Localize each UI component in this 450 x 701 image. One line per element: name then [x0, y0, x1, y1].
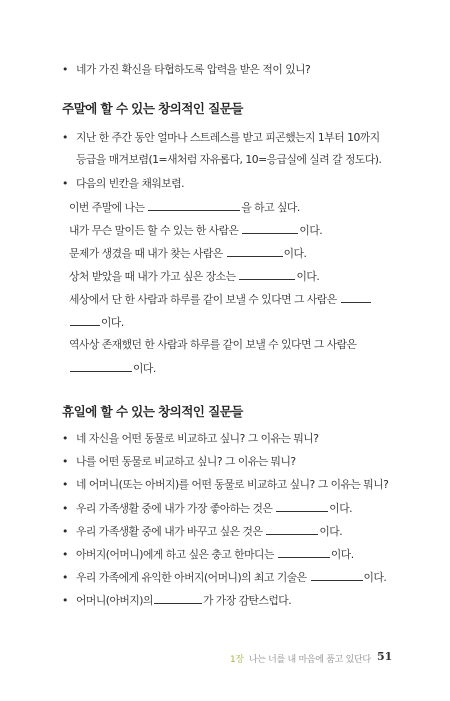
fill-in-line-continued: 이다.	[69, 361, 156, 376]
list-item: • 나를 어떤 동물로 비교하고 싶니? 그 이유는 뭐니?	[62, 455, 296, 468]
list-item: • 우리 가족에게 유익한 아버지(어머니)의 최고 기술은 이다.	[62, 571, 387, 584]
question-text: 네 어머니(또는 아버지)를 어떤 동물로 비교하고 싶니? 그 이유는 뭐니?	[76, 478, 389, 491]
running-footer	[230, 652, 371, 665]
book-title: 나는 너를 내 마음에 품고 있단다	[248, 655, 371, 665]
list-item: • 네 자신을 어떤 동물로 비교하고 싶니? 그 이유는 뭐니?	[62, 432, 319, 445]
answer-blank[interactable]	[239, 269, 295, 280]
answer-blank[interactable]	[276, 501, 328, 512]
answer-blank[interactable]	[278, 547, 330, 558]
fill-in-line: 상처 받았을 때 내가 가고 싶은 장소는 이다.	[69, 270, 320, 283]
answer-blank[interactable]	[148, 200, 240, 211]
question-text: 나를 어떤 동물로 비교하고 싶니? 그 이유는 뭐니?	[76, 455, 296, 468]
question-text: 네가 가진 확신을 타협하도록 압력을 받은 적이 있니?	[76, 63, 311, 76]
question-text: 다음의 빈칸을 채워보렴.	[76, 177, 185, 190]
fill-in-line-continued: 이다.	[69, 315, 124, 330]
answer-blank[interactable]	[70, 361, 132, 372]
answer-blank[interactable]	[154, 593, 202, 604]
fill-in-line: 세상에서 단 한 사람과 하루를 같이 보낼 수 있다면 그 사람은	[69, 292, 372, 307]
answer-blank[interactable]	[341, 292, 371, 303]
section-heading-weekend: 주말에 할 수 있는 창의적인 질문들	[62, 101, 243, 116]
list-item: • 우리 가족생활 중에 내가 바꾸고 싶은 것은 이다.	[62, 525, 343, 538]
answer-blank[interactable]	[266, 524, 318, 535]
list-item: • 다음의 빈칸을 채워보렴.	[62, 177, 185, 190]
fill-in-line: 이번 주말에 나는 을 하고 싶다.	[69, 201, 300, 214]
question-text: 지난 한 주간 동안 얼마나 스트레스를 받고 피곤했는지 1부터 10까지	[76, 131, 380, 144]
answer-blank-continued[interactable]	[70, 315, 100, 326]
list-item: • 지난 한 주간 동안 얼마나 스트레스를 받고 피곤했는지 1부터 10까지	[62, 131, 380, 144]
fill-in-line: 내가 무슨 말이든 할 수 있는 한 사람은 이다.	[69, 224, 323, 237]
answer-blank[interactable]	[242, 223, 298, 234]
question-text: 네 자신을 어떤 동물로 비교하고 싶니? 그 이유는 뭐니?	[76, 432, 319, 445]
list-item: • 어머니(아버지)의 가 가장 감탄스럽다.	[62, 594, 292, 607]
fill-in-line: 역사상 존재했던 한 사람과 하루를 같이 보낼 수 있다면 그 사람은	[69, 338, 357, 351]
list-item: • 아버지(어머니)에게 하고 싶은 충고 한마디는 이다.	[62, 548, 354, 561]
answer-blank[interactable]	[311, 570, 363, 581]
chapter-label: 1장	[230, 655, 244, 665]
list-item: • 우리 가족생활 중에 내가 가장 좋아하는 것은 이다.	[62, 502, 353, 515]
answer-blank[interactable]	[227, 246, 283, 257]
page-number: 51	[377, 650, 393, 663]
section-heading-holiday: 휴일에 할 수 있는 창의적인 질문들	[62, 404, 243, 419]
list-item-continued: 등급을 매겨보렴(1=새처럼 자유롭다, 10=응급실에 실려 갈 정도다).	[76, 153, 382, 166]
list-item: • 네 어머니(또는 아버지)를 어떤 동물로 비교하고 싶니? 그 이유는 뭐니?	[62, 478, 389, 491]
fill-in-line: 문제가 생겼을 때 내가 찾는 사람은 이다.	[69, 247, 307, 260]
list-item: • 네가 가진 확신을 타협하도록 압력을 받은 적이 있니?	[62, 63, 311, 76]
